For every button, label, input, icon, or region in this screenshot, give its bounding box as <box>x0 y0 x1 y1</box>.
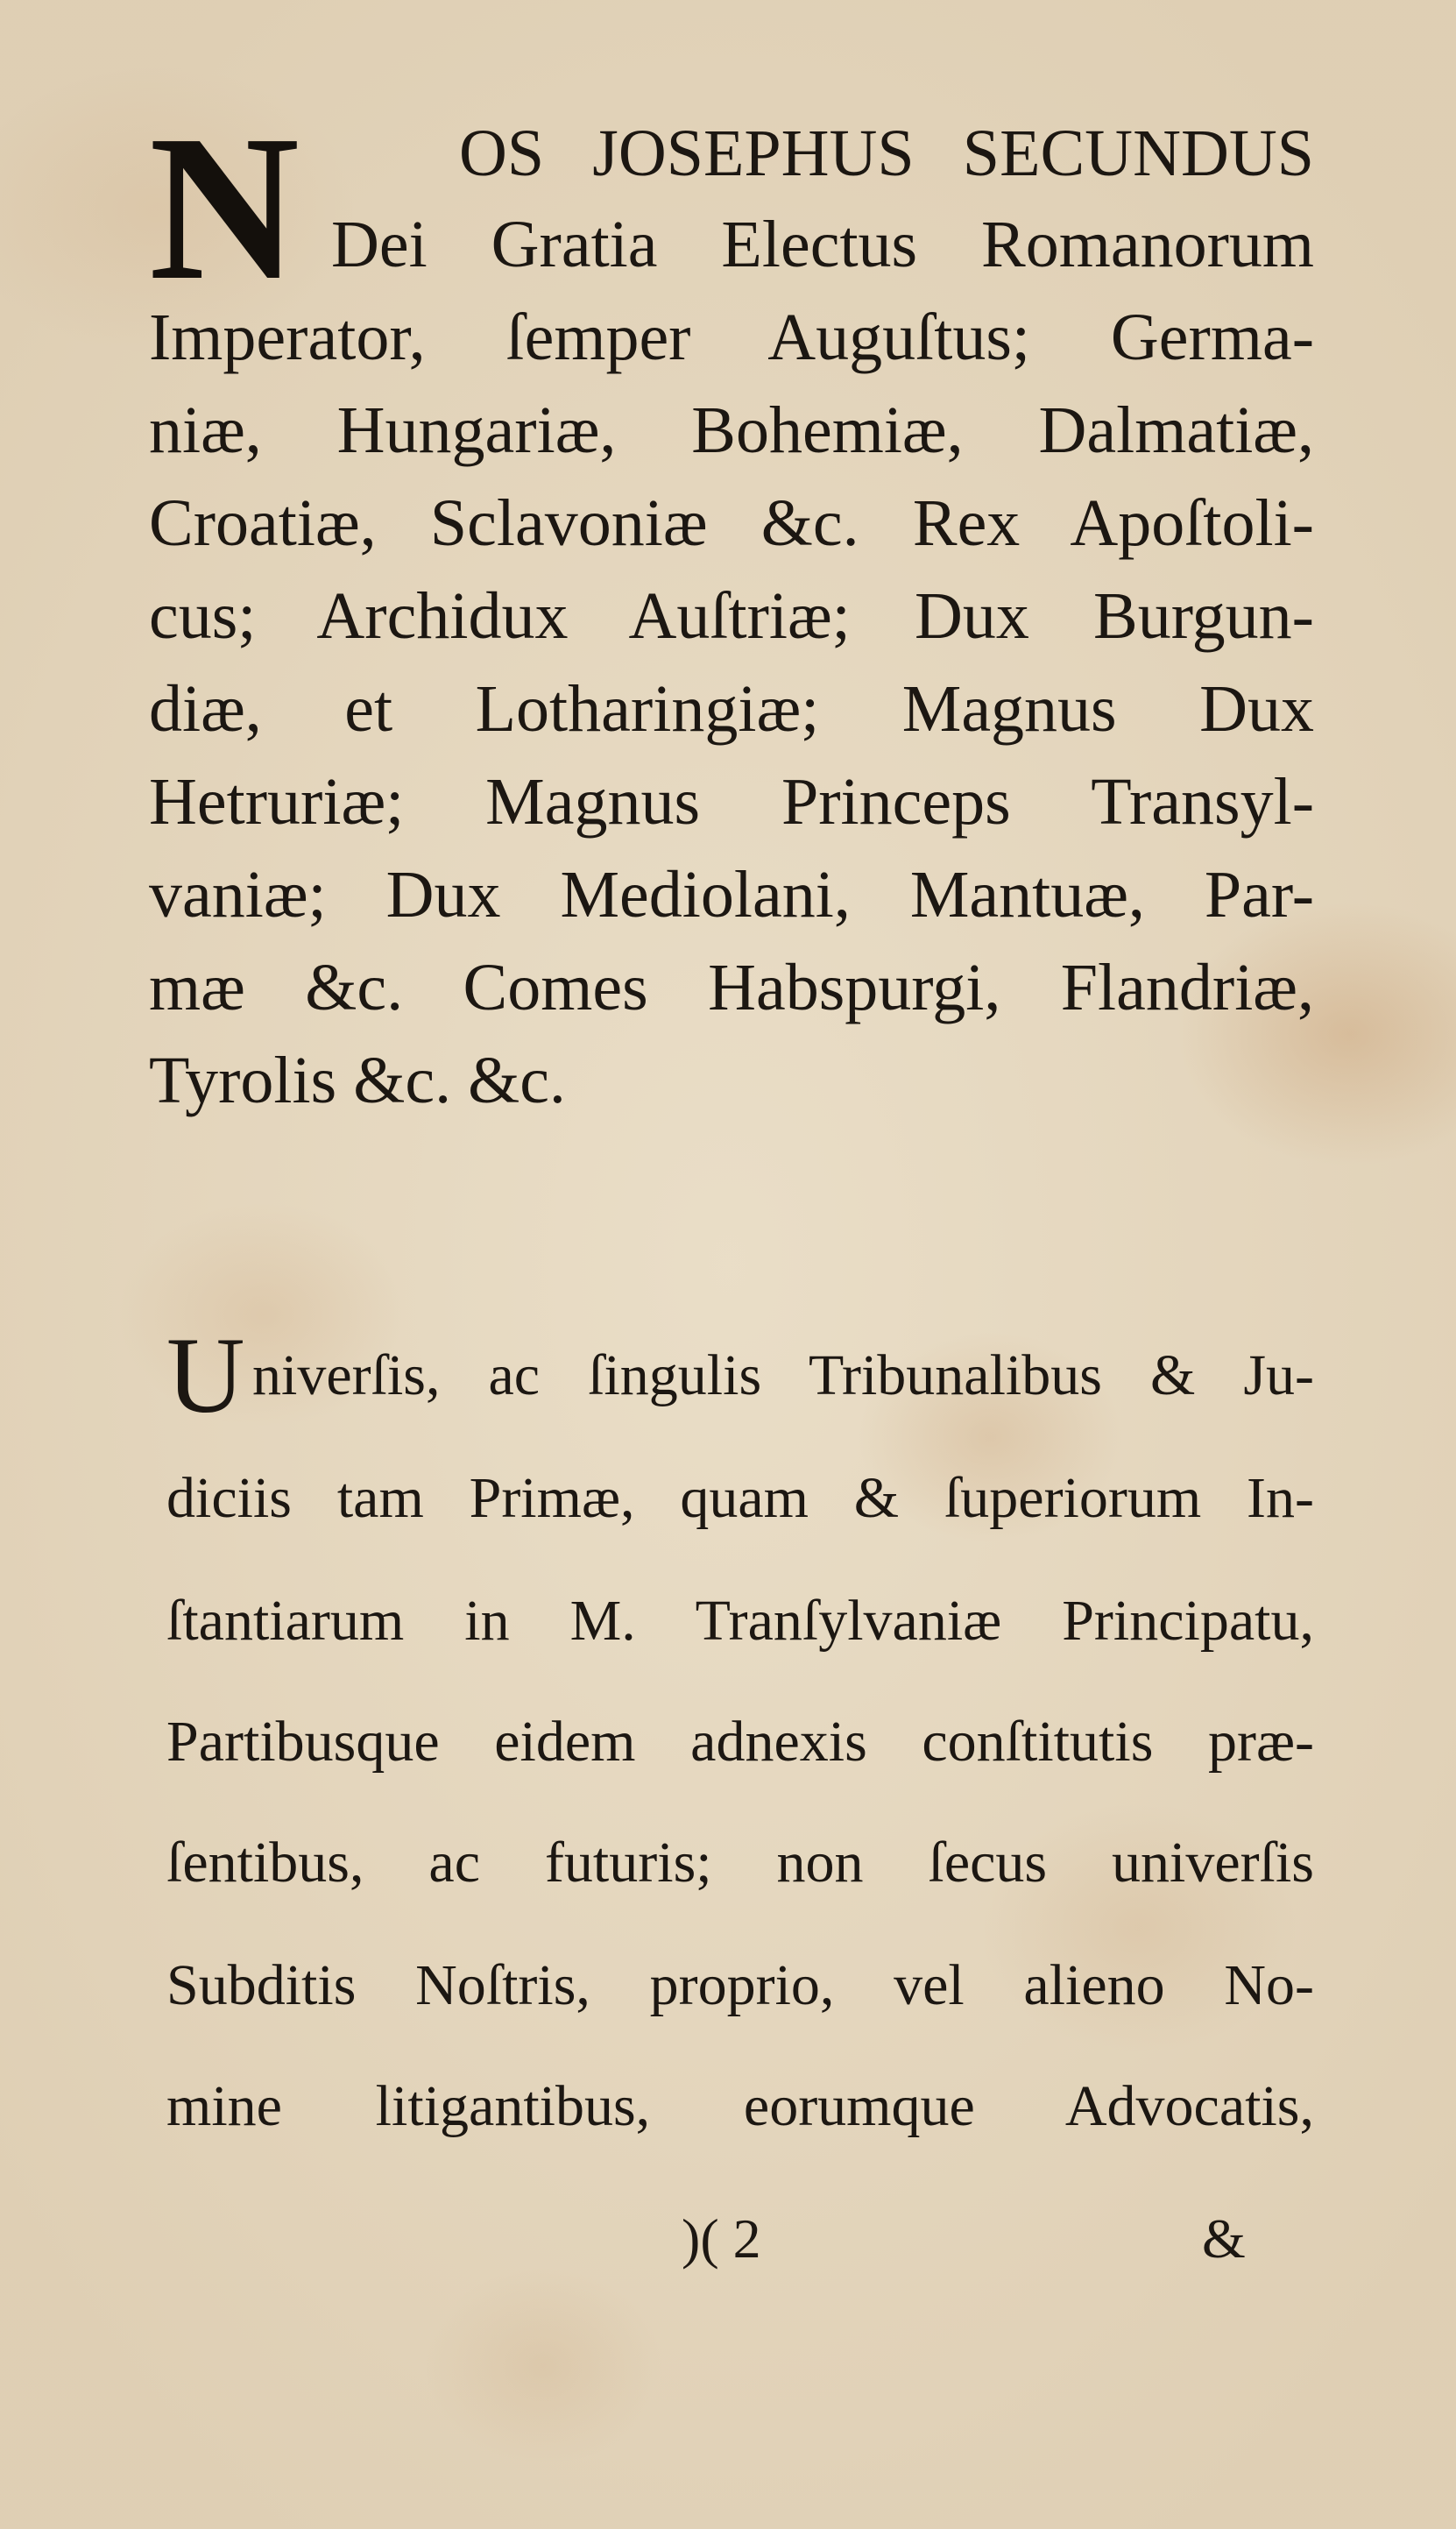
title-line: cus; Archidux Auſtriæ; Dux Burgun- <box>149 579 1314 653</box>
body-line: mine litigantibus, eorumque Advocatis, <box>166 2074 1314 2138</box>
body-line: ſentibus, ac futuris; non ſecus univerſis <box>166 1831 1314 1895</box>
body-initial: U <box>166 1315 245 1435</box>
title-line: Croatiæ, Sclavoniæ &c. Rex Apoſtoli- <box>149 486 1314 560</box>
body-paragraph <box>166 1315 1314 2217</box>
body-line: niverſis, ac ſingulis Tribunalibus & Ju- <box>252 1343 1314 1407</box>
title-block <box>149 93 1314 1165</box>
signature-mark: )( 2 <box>682 2207 761 2270</box>
body-line: Subditis Noſtris, proprio, vel alieno No- <box>166 1953 1314 2017</box>
title-line: vaniæ; Dux Mediolani, Mantuæ, Par- <box>149 858 1314 932</box>
body-line: Partibusque eidem adnexis conſtitutis præ- <box>166 1710 1314 1774</box>
title-line: niæ, Hungariæ, Bohemiæ, Dalmatiæ, <box>149 393 1314 467</box>
catchword: & <box>1202 2207 1246 2270</box>
title-line: Tyrolis &c. &c. <box>149 1044 566 1117</box>
body-line: diciis tam Primæ, quam & ſuperiorum In- <box>166 1466 1314 1530</box>
title-line: OS JOSEPHUS SECUNDUS <box>459 117 1314 190</box>
title-line: diæ, et Lotharingiæ; Magnus Dux <box>149 672 1314 746</box>
title-line: Imperator, ſemper Auguſtus; Germa- <box>149 301 1314 374</box>
body-line: ſtantiarum in M. Tranſylvaniæ Principatu, <box>166 1589 1314 1653</box>
drop-cap-initial: N <box>149 93 300 323</box>
title-line: mæ &c. Comes Habspurgi, Flandriæ, <box>149 951 1314 1024</box>
title-line: Dei Gratia Electus Romanorum <box>331 208 1314 281</box>
title-line: Hetruriæ; Magnus Princeps Transyl- <box>149 765 1314 839</box>
